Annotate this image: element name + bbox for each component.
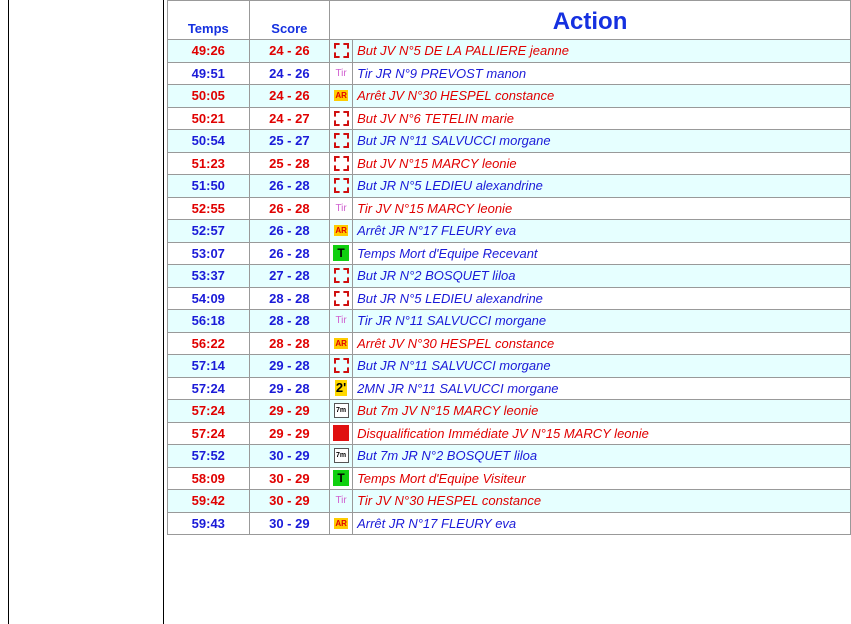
event-time: 51:50 bbox=[168, 175, 250, 198]
shot-icon: Tir bbox=[335, 315, 347, 327]
event-score: 26 - 28 bbox=[249, 220, 330, 243]
event-icon-cell bbox=[330, 490, 353, 513]
event-description: But JR N°5 LEDIEU alexandrine bbox=[353, 287, 851, 310]
event-description: But 7m JR N°2 BOSQUET liloa bbox=[353, 445, 851, 468]
event-time: 54:09 bbox=[168, 287, 250, 310]
match-events-table bbox=[167, 0, 851, 535]
goal-icon bbox=[334, 268, 349, 283]
table-row bbox=[168, 85, 851, 108]
event-score: 30 - 29 bbox=[249, 490, 330, 513]
event-score: 30 - 29 bbox=[249, 467, 330, 490]
table-row bbox=[168, 40, 851, 63]
goal-icon bbox=[334, 133, 349, 148]
event-description: But 7m JV N°15 MARCY leonie bbox=[353, 400, 851, 423]
event-time: 57:24 bbox=[168, 377, 250, 400]
table-row bbox=[168, 287, 851, 310]
event-time: 57:24 bbox=[168, 422, 250, 445]
event-icon-cell bbox=[330, 220, 353, 243]
event-score: 27 - 28 bbox=[249, 265, 330, 288]
event-time: 53:37 bbox=[168, 265, 250, 288]
table-header bbox=[168, 1, 851, 40]
event-time: 50:54 bbox=[168, 130, 250, 153]
event-icon-cell bbox=[330, 332, 353, 355]
shot-icon: Tir bbox=[335, 495, 347, 507]
event-score: 29 - 28 bbox=[249, 355, 330, 378]
event-score: 24 - 26 bbox=[249, 62, 330, 85]
event-description: 2MN JR N°11 SALVUCCI morgane bbox=[353, 377, 851, 400]
header-score: Score bbox=[249, 1, 330, 40]
event-time: 56:22 bbox=[168, 332, 250, 355]
penalty-7m-icon: 7m bbox=[334, 448, 349, 463]
event-score: 26 - 28 bbox=[249, 175, 330, 198]
table-row bbox=[168, 152, 851, 175]
save-icon: AR bbox=[335, 226, 347, 236]
event-score: 24 - 26 bbox=[249, 40, 330, 63]
event-icon-cell bbox=[330, 152, 353, 175]
event-icon-cell bbox=[330, 512, 353, 535]
table-row bbox=[168, 197, 851, 220]
event-score: 25 - 28 bbox=[249, 152, 330, 175]
goal-icon bbox=[334, 111, 349, 126]
shot-icon: Tir bbox=[335, 202, 347, 214]
event-icon-cell bbox=[330, 197, 353, 220]
event-description: But JV N°5 DE LA PALLIERE jeanne bbox=[353, 40, 851, 63]
event-description: Temps Mort d'Equipe Visiteur bbox=[353, 467, 851, 490]
event-score: 30 - 29 bbox=[249, 512, 330, 535]
event-time: 58:09 bbox=[168, 467, 250, 490]
event-description: Tir JV N°30 HESPEL constance bbox=[353, 490, 851, 513]
event-icon-cell bbox=[330, 310, 353, 333]
event-icon-cell bbox=[330, 287, 353, 310]
two-minute-suspension-icon: 2' bbox=[335, 380, 347, 396]
event-time: 51:23 bbox=[168, 152, 250, 175]
shot-icon: Tir bbox=[335, 67, 347, 79]
table-row bbox=[168, 422, 851, 445]
event-time: 53:07 bbox=[168, 242, 250, 265]
event-icon-cell bbox=[330, 377, 353, 400]
event-icon-cell bbox=[330, 40, 353, 63]
left-panel bbox=[8, 0, 164, 624]
event-time: 57:52 bbox=[168, 445, 250, 468]
goal-icon bbox=[334, 358, 349, 373]
event-description: Arrêt JV N°30 HESPEL constance bbox=[353, 332, 851, 355]
table-row bbox=[168, 355, 851, 378]
event-time: 52:57 bbox=[168, 220, 250, 243]
save-icon: AR bbox=[335, 91, 347, 101]
event-description: Tir JR N°11 SALVUCCI morgane bbox=[353, 310, 851, 333]
table-row bbox=[168, 265, 851, 288]
table-row bbox=[168, 242, 851, 265]
table-row bbox=[168, 467, 851, 490]
event-description: Tir JR N°9 PREVOST manon bbox=[353, 62, 851, 85]
table-row bbox=[168, 310, 851, 333]
event-icon-cell bbox=[330, 467, 353, 490]
save-icon: AR bbox=[335, 338, 347, 348]
event-score: 29 - 28 bbox=[249, 377, 330, 400]
event-icon-cell bbox=[330, 62, 353, 85]
event-icon-cell bbox=[330, 400, 353, 423]
event-icon-cell bbox=[330, 175, 353, 198]
event-time: 49:51 bbox=[168, 62, 250, 85]
table-row bbox=[168, 332, 851, 355]
event-time: 57:14 bbox=[168, 355, 250, 378]
table-row bbox=[168, 175, 851, 198]
disqualification-icon bbox=[333, 425, 349, 441]
table-row bbox=[168, 107, 851, 130]
event-score: 26 - 28 bbox=[249, 242, 330, 265]
event-icon-cell bbox=[330, 242, 353, 265]
save-icon: AR bbox=[335, 518, 347, 528]
table-row bbox=[168, 377, 851, 400]
event-score: 28 - 28 bbox=[249, 287, 330, 310]
event-time: 50:21 bbox=[168, 107, 250, 130]
table-row bbox=[168, 220, 851, 243]
event-time: 50:05 bbox=[168, 85, 250, 108]
goal-icon bbox=[334, 156, 349, 171]
event-description: But JR N°11 SALVUCCI morgane bbox=[353, 355, 851, 378]
event-description: Tir JV N°15 MARCY leonie bbox=[353, 197, 851, 220]
event-icon-cell bbox=[330, 107, 353, 130]
event-description: But JR N°2 BOSQUET liloa bbox=[353, 265, 851, 288]
event-score: 28 - 28 bbox=[249, 332, 330, 355]
event-time: 59:42 bbox=[168, 490, 250, 513]
event-description: Arrêt JV N°30 HESPEL constance bbox=[353, 85, 851, 108]
table-row bbox=[168, 62, 851, 85]
event-icon-cell bbox=[330, 355, 353, 378]
table-row bbox=[168, 445, 851, 468]
event-score: 26 - 28 bbox=[249, 197, 330, 220]
event-score: 24 - 27 bbox=[249, 107, 330, 130]
event-icon-cell bbox=[330, 130, 353, 153]
event-icon-cell bbox=[330, 445, 353, 468]
event-description: But JV N°15 MARCY leonie bbox=[353, 152, 851, 175]
timeout-icon: T bbox=[333, 245, 349, 261]
event-score: 24 - 26 bbox=[249, 85, 330, 108]
event-score: 25 - 27 bbox=[249, 130, 330, 153]
goal-icon bbox=[334, 178, 349, 193]
goal-icon bbox=[334, 43, 349, 58]
event-time: 59:43 bbox=[168, 512, 250, 535]
event-score: 29 - 29 bbox=[249, 422, 330, 445]
goal-icon bbox=[334, 291, 349, 306]
event-time: 49:26 bbox=[168, 40, 250, 63]
event-description: But JV N°6 TETELIN marie bbox=[353, 107, 851, 130]
event-icon-cell bbox=[330, 422, 353, 445]
event-score: 29 - 29 bbox=[249, 400, 330, 423]
event-description: Temps Mort d'Equipe Recevant bbox=[353, 242, 851, 265]
event-description: Arrêt JR N°17 FLEURY eva bbox=[353, 220, 851, 243]
event-description: Arrêt JR N°17 FLEURY eva bbox=[353, 512, 851, 535]
timeout-icon: T bbox=[333, 470, 349, 486]
event-time: 57:24 bbox=[168, 400, 250, 423]
event-score: 30 - 29 bbox=[249, 445, 330, 468]
table-row bbox=[168, 512, 851, 535]
penalty-7m-icon: 7m bbox=[334, 403, 349, 418]
event-description: But JR N°5 LEDIEU alexandrine bbox=[353, 175, 851, 198]
event-time: 52:55 bbox=[168, 197, 250, 220]
table-row bbox=[168, 490, 851, 513]
event-score: 28 - 28 bbox=[249, 310, 330, 333]
table-row bbox=[168, 400, 851, 423]
event-description: But JR N°11 SALVUCCI morgane bbox=[353, 130, 851, 153]
table-row bbox=[168, 130, 851, 153]
header-action: Action bbox=[330, 1, 851, 40]
event-time: 56:18 bbox=[168, 310, 250, 333]
header-temps: Temps bbox=[168, 1, 250, 40]
event-icon-cell bbox=[330, 85, 353, 108]
event-description: Disqualification Immédiate JV N°15 MARCY leonie bbox=[353, 422, 851, 445]
event-icon-cell bbox=[330, 265, 353, 288]
